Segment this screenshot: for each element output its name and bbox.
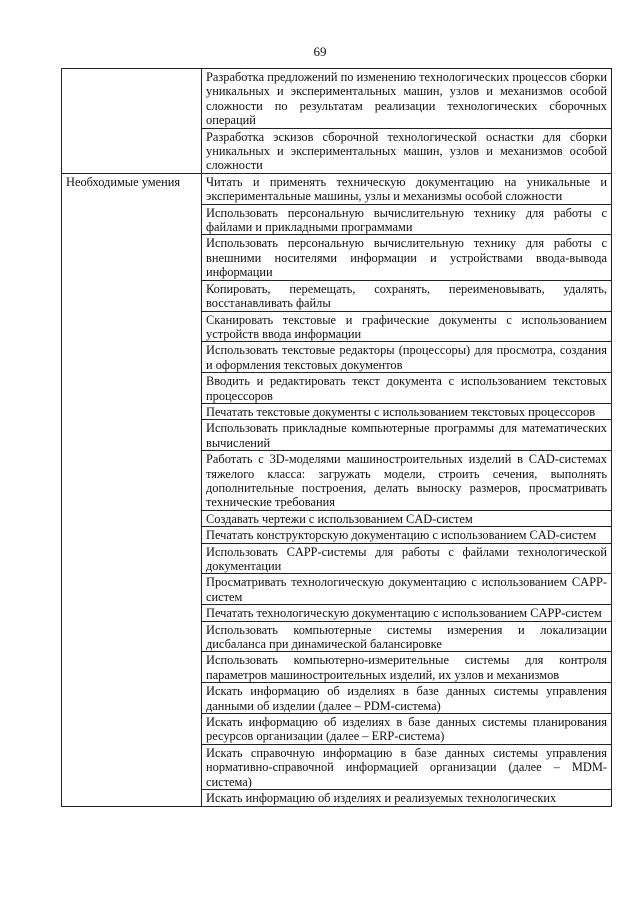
- row-text: Сканировать текстовые и графические документы с использованием устройств ввода информации: [202, 311, 612, 342]
- row-text: Искать информацию об изделиях в базе данных системы управления данными об изделии (далее – PDM-система): [202, 683, 612, 714]
- row-text: Использовать персональную вычислительную технику для работы с файлами и прикладными программами: [202, 204, 612, 235]
- row-text: Искать информацию об изделиях и реализуемых технологических: [202, 790, 612, 806]
- row-text: Искать информацию об изделиях в базе данных системы планирования ресурсов организации (далее – ERP-система): [202, 714, 612, 745]
- requirements-table: [61, 68, 612, 807]
- row-text: Использовать компьютерно-измерительные системы для контроля параметров машиностроительных изделий, их узлов и механизмов: [202, 652, 612, 683]
- row-text: Печатать текстовые документы с использованием текстовых процессоров: [202, 403, 612, 419]
- row-text: Просматривать технологическую документацию с использованием CAPP-систем: [202, 574, 612, 605]
- row-text: Использовать CAPP-системы для работы с файлами технологической документации: [202, 543, 612, 574]
- row-text: Работать с 3D-моделями машиностроительных изделий в CAD-системах тяжелого класса: загружать модели, строить сечения, выполнять дополнительные построения, делать выноску размеров, просматривать технические требования: [202, 451, 612, 511]
- row-text: Вводить и редактировать текст документа с использованием текстовых процессоров: [202, 373, 612, 404]
- row-text: Создавать чертежи с использованием CAD-систем: [202, 510, 612, 526]
- row-text: Печатать конструкторскую документацию с использованием CAD-систем: [202, 527, 612, 543]
- row-text: Использовать компьютерные системы измерения и локализации дисбаланса при динамической балансировке: [202, 621, 612, 652]
- row-text: Печатать технологическую документацию с использованием CAPP-систем: [202, 605, 612, 621]
- page-number: 69: [313, 44, 327, 59]
- table-body: [62, 69, 612, 807]
- row-text: Использовать текстовые редакторы (процессоры) для просмотра, создания и оформления текстовых документов: [202, 342, 612, 373]
- row-label: Необходимые умения: [62, 173, 202, 806]
- row-text: Искать справочную информацию в базе данных системы управления нормативно-справочной информацией организации (далее – MDM-система): [202, 744, 612, 789]
- row-text: Использовать персональную вычислительную технику для работы с внешними носителями информации и устройствами ввода-вывода информации: [202, 235, 612, 280]
- row-text: Разработка предложений по изменению технологических процессов сборки уникальных и экспериментальных машин, узлов и механизмов особой сложности по результатам реализации технологических сборочных операций: [202, 69, 612, 129]
- row-text: Копировать, перемещать, сохранять, переименовывать, удалять, восстанавливать файлы: [202, 280, 612, 311]
- table-row: [62, 69, 612, 129]
- table-row: [62, 173, 612, 204]
- row-text: Читать и применять техническую документацию на уникальные и экспериментальные машины, узлы и механизмы особой сложности: [202, 173, 612, 204]
- row-text: Разработка эскизов сборочной технологической оснастки для сборки уникальных и экспериментальных машин, узлов и механизмов особой сложности: [202, 128, 612, 173]
- row-label: [62, 69, 202, 174]
- row-text: Использовать прикладные компьютерные программы для математических вычислений: [202, 420, 612, 451]
